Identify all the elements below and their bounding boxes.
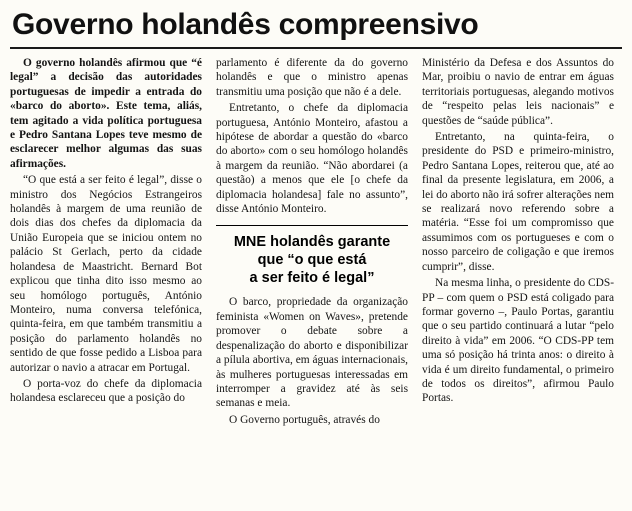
paragraph: Na mesma linha, o presidente do CDS-PP – com quem o PSD está coligado para formar governo –, Paulo Portas, garantiu que o seu partido continuará a lutar “pelo direito à vida” em 2006. “O CDS-PP tem uma só posição há trinta anos: o direito à vida é um direito fundamental, o primeiro de todos os direitos”, afirmou Paulo Portas. [422,277,614,405]
paragraph-continued: Ministério da Defesa e dos Assuntos do Mar, proibiu o navio de entrar em águas territoriais portuguesas, alegando motivos de “respeito pelas leis nacionais” e questões de “saúde pública”. [422,57,614,127]
subheadline-line-3: a ser feito é legal” [249,270,375,287]
subheadline-line-2: que “o que está [257,252,367,269]
paragraph: O barco, propriedade da organização feminista «Women on Waves», pretende promover o debate sobre a despenalização do aborto e disponibilizar a pílula abortiva, em águas internacionais, às mulheres portuguesas interessadas em interromper a gravidez até às seis semanas e meia. [216,296,408,410]
headline-divider [10,47,622,49]
article-column-1 [10,56,202,496]
headline-area [10,8,622,46]
paragraph: O Governo português, através do [229,413,380,426]
paragraph: O porta-voz do chefe da diplomacia holandesa esclareceu que a posição do [10,377,202,405]
paragraph: Entretanto, na quinta-feira, o presidente do PSD e primeiro-ministro, Pedro Santana Lopes, reiterou que, até ao final da presente legislatura, em 2006, a lei do aborto não irá sofrer alterações nem se realizará novo referendo sobre a matéria. “Esse foi um compromisso que assumimos com os portugueses e com o nosso parceiro de coligação e que iremos cumprir”, disse. [422,131,614,273]
article-column-3 [422,56,614,496]
article-columns [10,56,622,496]
paragraph-lead: O governo holandês afirmou que “é legal” a decisão das autoridades portuguesas de impedir a entrada do «barco do aborto». Este tema, aliás, tem agitado a vida política portuguesa e Pedro Santana Lopes teve mesmo de esclarecer melhor algumas das suas afirmações. [10,57,202,170]
subheadline-line-1: MNE holandês garante [233,234,391,251]
paragraph: “O que está a ser feito é legal”, disse o ministro dos Negócios Estrangeiros holandês à margem de uma reunião de dois dias dos chefes da diplomacia da União Europeia que se iniciou ontem no palácio St Gerlach, perto da cidade holandesa de Maastricht. Bernard Bot explicou que tinha dito isso mesmo ao seu homólogo português, António Monteiro, numa conversa telefónica, quinta-feira, em que também transmitiu a posição do parlamento holandês no sentido de que fosse pedido a Lisboa para autorizar o navio a atracar em Portugal. [10,174,202,374]
subheadline [216,225,408,287]
paragraph: Entretanto, o chefe da diplomacia portuguesa, António Monteiro, afastou a hipótese de abordar a questão do «barco do aborto» com o seu homólogo holandês à margem da reunião. “Não abordarei (a questão) a menos que ele [o chefe da diplomacia holandesa] fale no assunto”, disse António Monteiro. [216,102,408,216]
article-column-2 [216,56,408,496]
paragraph-continued: parlamento é diferente da do governo holandês e que o ministro apenas transmitiu uma posição que não é a dele. [216,57,408,98]
page-title: Governo holandês compreensivo [12,8,479,41]
